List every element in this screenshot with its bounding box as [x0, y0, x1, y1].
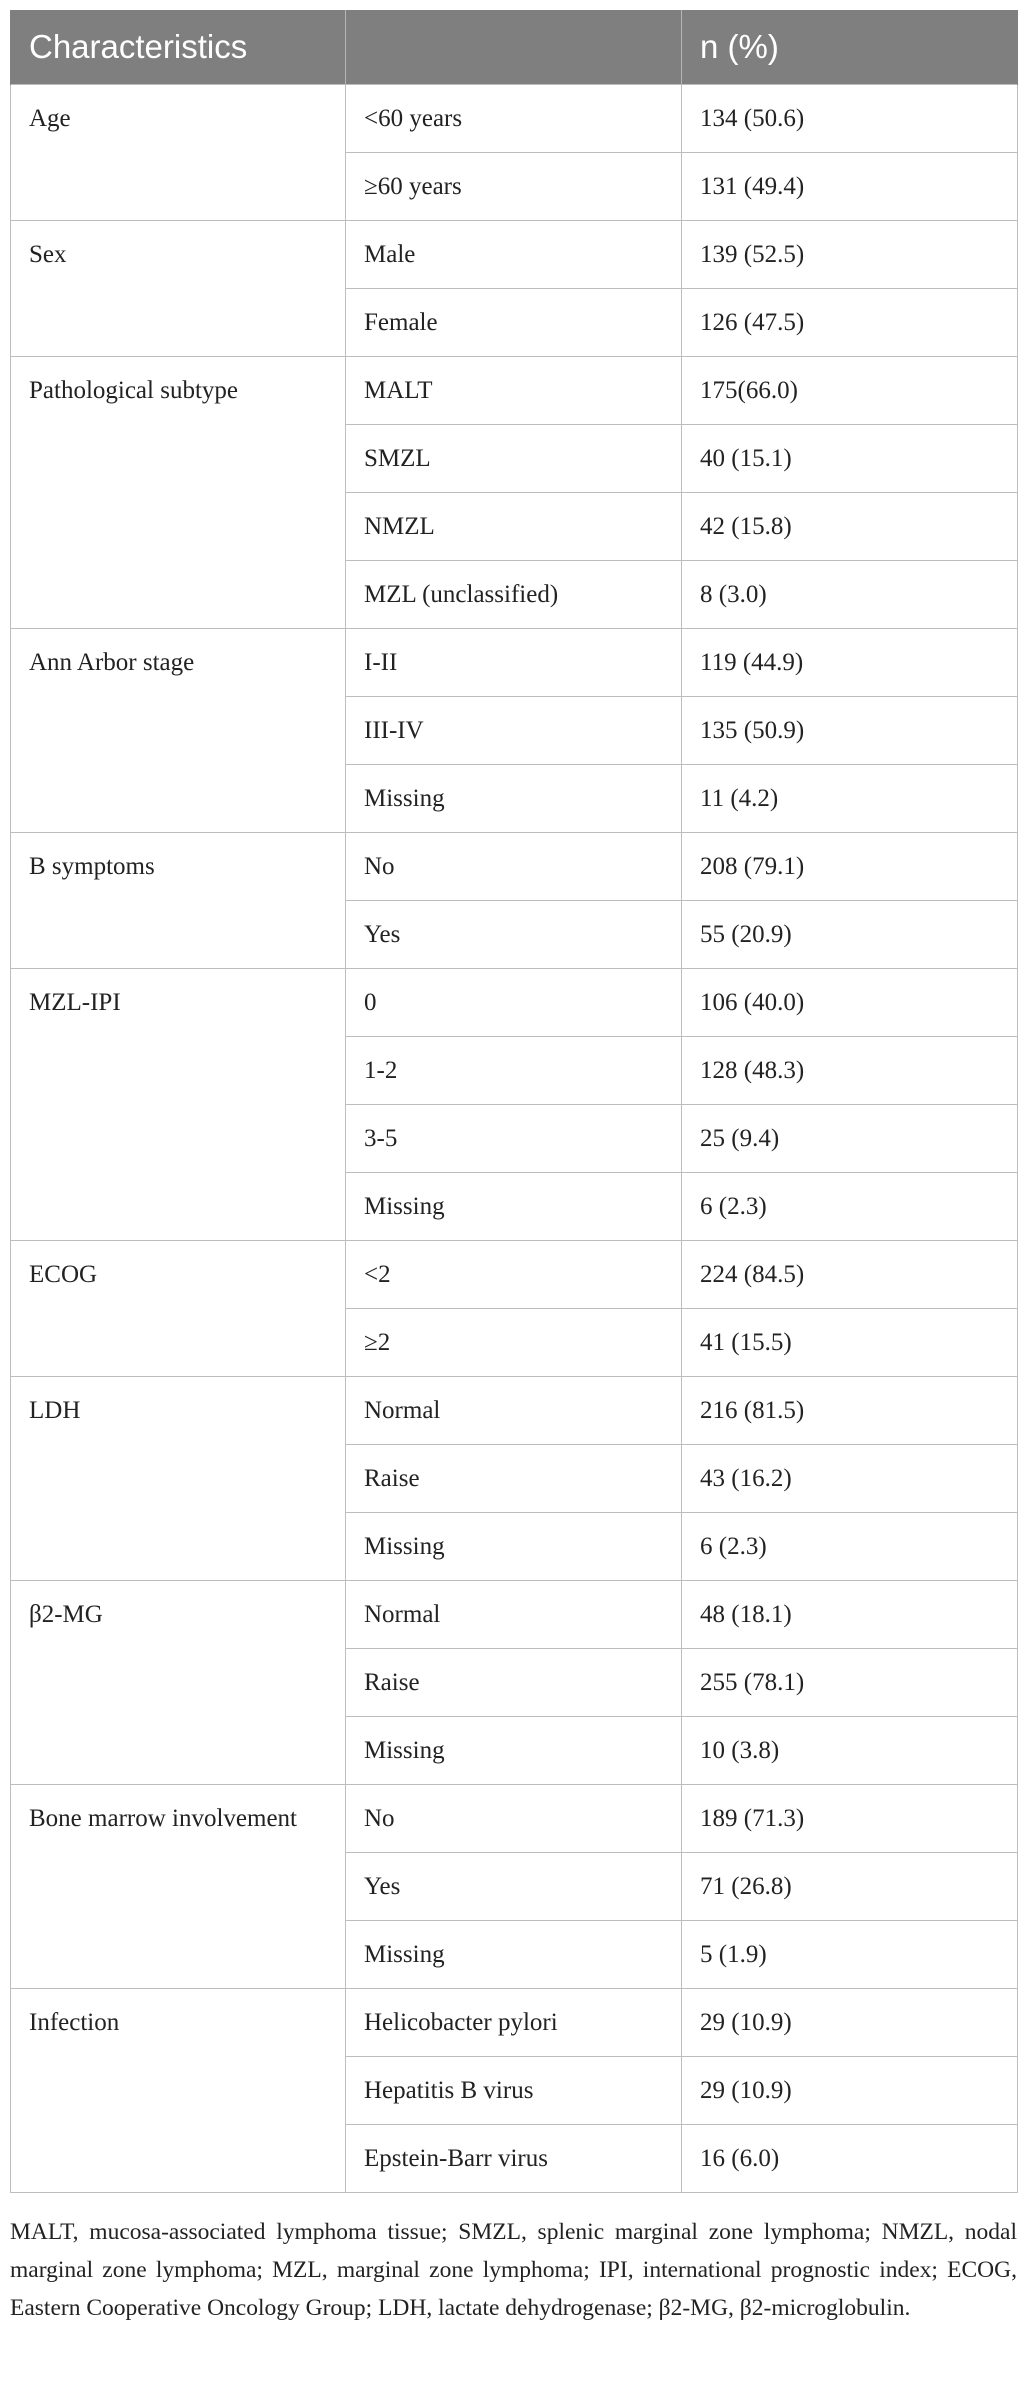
category-cell: Yes — [346, 901, 682, 969]
category-cell: Missing — [346, 1921, 682, 1989]
table-body — [11, 85, 1018, 2193]
table-row — [11, 1581, 1018, 1649]
table-row — [11, 1989, 1018, 2057]
category-cell: NMZL — [346, 493, 682, 561]
value-cell: 175(66.0) — [682, 357, 1018, 425]
category-cell: SMZL — [346, 425, 682, 493]
category-cell: No — [346, 833, 682, 901]
category-cell: <2 — [346, 1241, 682, 1309]
category-cell: MZL (unclassified) — [346, 561, 682, 629]
table-footnote: MALT, mucosa-associated lymphoma tissue; SMZL, splenic marginal zone lymphoma; NMZL, nodal marginal zone lymphoma; MZL, marginal zone lymphoma; IPI, international prognostic index; ECOG, Eastern Cooperative Oncology Group; LDH, lactate dehydrogenase; β2-MG, β2-microglobulin. — [10, 2219, 1017, 2321]
characteristic-group: Sex — [11, 221, 346, 357]
characteristic-group: MZL-IPI — [11, 969, 346, 1241]
value-cell: 11 (4.2) — [682, 765, 1018, 833]
value-cell: 119 (44.9) — [682, 629, 1018, 697]
value-cell: 5 (1.9) — [682, 1921, 1018, 1989]
value-cell: 25 (9.4) — [682, 1105, 1018, 1173]
category-cell: 3-5 — [346, 1105, 682, 1173]
category-cell: Missing — [346, 1717, 682, 1785]
characteristic-group: Infection — [11, 1989, 346, 2193]
document — [10, 10, 1017, 2327]
characteristic-group: Ann Arbor stage — [11, 629, 346, 833]
table-row — [11, 1377, 1018, 1445]
category-cell: Hepatitis B virus — [346, 2057, 682, 2125]
category-cell: I-II — [346, 629, 682, 697]
value-cell: 42 (15.8) — [682, 493, 1018, 561]
characteristic-group: LDH — [11, 1377, 346, 1581]
table-row — [11, 221, 1018, 289]
value-cell: 48 (18.1) — [682, 1581, 1018, 1649]
category-cell: ≥2 — [346, 1309, 682, 1377]
value-cell: 29 (10.9) — [682, 2057, 1018, 2125]
characteristic-group: β2-MG — [11, 1581, 346, 1785]
value-cell: 8 (3.0) — [682, 561, 1018, 629]
table-row — [11, 85, 1018, 153]
value-cell: 10 (3.8) — [682, 1717, 1018, 1785]
category-cell: Missing — [346, 1173, 682, 1241]
category-cell: Epstein-Barr virus — [346, 2125, 682, 2193]
category-cell: MALT — [346, 357, 682, 425]
value-cell: 126 (47.5) — [682, 289, 1018, 357]
category-cell: ≥60 years — [346, 153, 682, 221]
value-cell: 16 (6.0) — [682, 2125, 1018, 2193]
characteristic-group: Age — [11, 85, 346, 221]
category-cell: 1-2 — [346, 1037, 682, 1105]
category-cell: Female — [346, 289, 682, 357]
value-cell: 255 (78.1) — [682, 1649, 1018, 1717]
value-cell: 29 (10.9) — [682, 1989, 1018, 2057]
category-cell: Helicobacter pylori — [346, 1989, 682, 2057]
category-cell: Yes — [346, 1853, 682, 1921]
table-row — [11, 1241, 1018, 1309]
header-row — [11, 10, 1018, 85]
characteristics-table — [10, 10, 1018, 2193]
table-header — [11, 10, 1018, 85]
header-n-percent: n (%) — [682, 10, 1018, 85]
category-cell: Missing — [346, 765, 682, 833]
value-cell: 71 (26.8) — [682, 1853, 1018, 1921]
value-cell: 139 (52.5) — [682, 221, 1018, 289]
category-cell: Raise — [346, 1445, 682, 1513]
value-cell: 6 (2.3) — [682, 1513, 1018, 1581]
value-cell: 40 (15.1) — [682, 425, 1018, 493]
header-category — [346, 10, 682, 85]
value-cell: 43 (16.2) — [682, 1445, 1018, 1513]
value-cell: 216 (81.5) — [682, 1377, 1018, 1445]
characteristic-group: B symptoms — [11, 833, 346, 969]
header-characteristics: Characteristics — [11, 10, 346, 85]
value-cell: 135 (50.9) — [682, 697, 1018, 765]
table-row — [11, 833, 1018, 901]
value-cell: 134 (50.6) — [682, 85, 1018, 153]
table-row — [11, 969, 1018, 1037]
category-cell: Normal — [346, 1377, 682, 1445]
characteristic-group: ECOG — [11, 1241, 346, 1377]
value-cell: 131 (49.4) — [682, 153, 1018, 221]
characteristic-group: Pathological subtype — [11, 357, 346, 629]
table-row — [11, 357, 1018, 425]
category-cell: Male — [346, 221, 682, 289]
value-cell: 41 (15.5) — [682, 1309, 1018, 1377]
category-cell: No — [346, 1785, 682, 1853]
table-row — [11, 629, 1018, 697]
value-cell: 6 (2.3) — [682, 1173, 1018, 1241]
value-cell: 128 (48.3) — [682, 1037, 1018, 1105]
category-cell: III-IV — [346, 697, 682, 765]
category-cell: Raise — [346, 1649, 682, 1717]
table-row — [11, 1785, 1018, 1853]
category-cell: Missing — [346, 1513, 682, 1581]
category-cell: 0 — [346, 969, 682, 1037]
value-cell: 208 (79.1) — [682, 833, 1018, 901]
value-cell: 55 (20.9) — [682, 901, 1018, 969]
category-cell: <60 years — [346, 85, 682, 153]
value-cell: 106 (40.0) — [682, 969, 1018, 1037]
value-cell: 189 (71.3) — [682, 1785, 1018, 1853]
characteristic-group: Bone marrow involvement — [11, 1785, 346, 1989]
category-cell: Normal — [346, 1581, 682, 1649]
value-cell: 224 (84.5) — [682, 1241, 1018, 1309]
